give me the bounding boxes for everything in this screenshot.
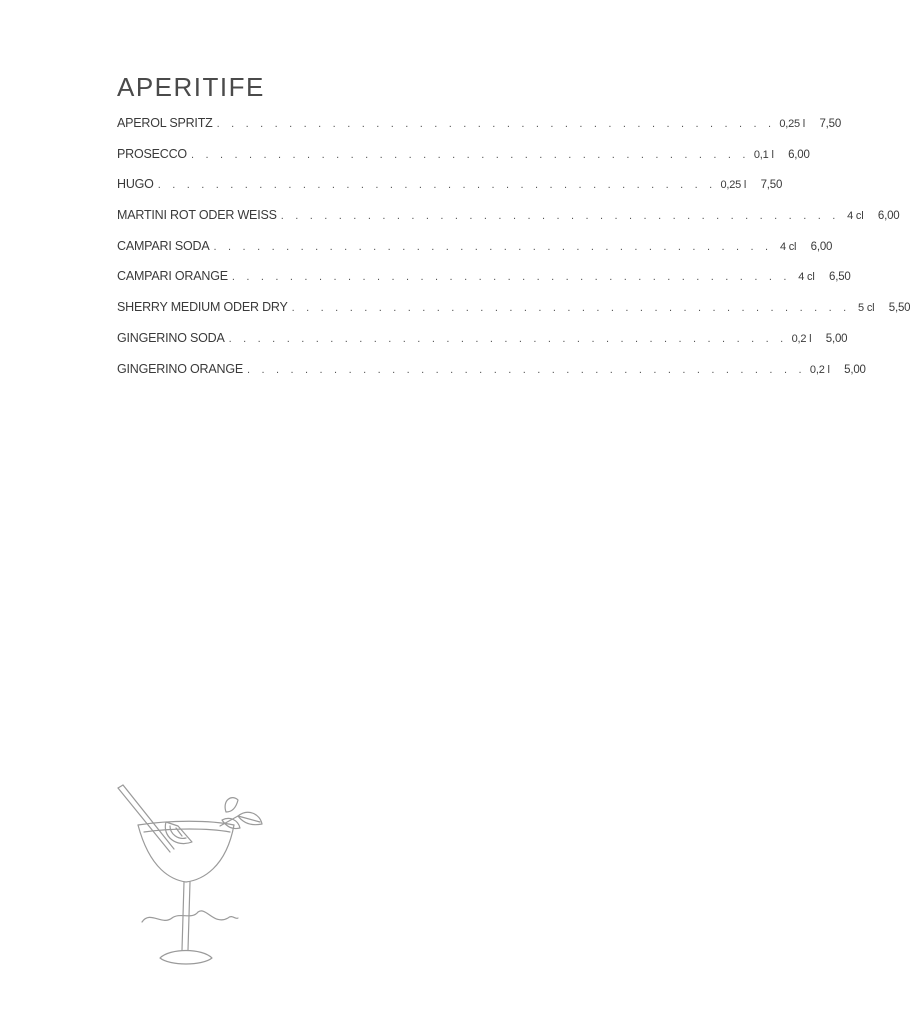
item-volume: 0,2 l <box>791 332 812 345</box>
cocktail-glass-icon <box>110 780 280 980</box>
lemon-slice <box>165 822 192 844</box>
glass-rim-inner <box>144 829 230 832</box>
item-name: APEROL SPRITZ <box>117 116 213 130</box>
straw-line <box>118 785 123 788</box>
item-name: CAMPARI SODA <box>117 238 210 253</box>
item-name: GINGERINO ORANGE <box>117 361 243 376</box>
item-volume: 0,2 l <box>809 363 830 376</box>
dot-leader: . . . . . . . . . . . . . . . . . . . . . . . . . . . . . . . . . . . . . . . <box>157 179 717 192</box>
menu-item <box>117 143 810 174</box>
mint-leaf <box>238 812 262 824</box>
menu-item <box>117 112 842 143</box>
item-price: 7,50 <box>819 118 842 130</box>
menu-item <box>117 173 783 204</box>
item-volume: 0,25 l <box>720 179 747 192</box>
decor-swirl <box>142 911 238 922</box>
item-price: 5,00 <box>844 363 866 376</box>
menu-item <box>117 358 866 389</box>
item-price: 7,50 <box>760 179 783 192</box>
menu-item <box>117 296 910 327</box>
item-price: 6,00 <box>810 240 833 253</box>
dot-leader: . . . . . . . . . . . . . . . . . . . . . . . . . . . . . . . . . . . . . . . <box>213 240 773 253</box>
item-volume: 5 cl <box>858 302 875 315</box>
dot-leader: . . . . . . . . . . . . . . . . . . . . . . . . . . . . . . . . . . . . . . . <box>231 271 791 284</box>
menu-item <box>117 235 833 266</box>
item-volume: 4 cl <box>779 240 797 253</box>
menu-item <box>117 327 848 358</box>
item-price: 6,00 <box>788 148 810 161</box>
glass-base <box>160 951 212 965</box>
item-price: 6,50 <box>829 271 851 284</box>
item-name: CAMPARI ORANGE <box>117 269 228 284</box>
dot-leader: . . . . . . . . . . . . . . . . . . . . . . . . . . . . . . . . . . . . . . . <box>228 332 788 345</box>
dot-leader: . . . . . . . . . . . . . . . . . . . . . . . . . . . . . . . . . . . . . . . <box>291 302 851 315</box>
menu-item <box>117 204 900 235</box>
menu-item <box>117 265 851 296</box>
item-volume: 4 cl <box>847 210 864 223</box>
item-price: 6,00 <box>877 210 900 223</box>
item-volume: 4 cl <box>798 271 815 284</box>
menu-list <box>117 112 910 388</box>
dot-leader: . . . . . . . . . . . . . . . . . . . . . . . . . . . . . . . . . . . . . . . <box>216 118 776 130</box>
item-name: MARTINI ROT ODER WEISS <box>117 208 277 223</box>
straw-line <box>123 785 174 849</box>
page-title: APERITIFE <box>117 72 265 102</box>
item-name: PROSECCO <box>117 146 187 161</box>
item-name: HUGO <box>117 177 154 192</box>
dot-leader: . . . . . . . . . . . . . . . . . . . . . . . . . . . . . . . . . . . . . . . <box>246 363 806 376</box>
item-volume: 0,25 l <box>779 118 806 130</box>
item-price: 5,00 <box>825 332 848 345</box>
item-volume: 0,1 l <box>753 148 774 161</box>
item-name: SHERRY MEDIUM ODER DRY <box>117 300 288 315</box>
item-price: 5,50 <box>888 302 910 315</box>
dot-leader: . . . . . . . . . . . . . . . . . . . . . . . . . . . . . . . . . . . . . . . <box>280 210 840 223</box>
glass-bowl <box>138 825 234 882</box>
dot-leader: . . . . . . . . . . . . . . . . . . . . . . . . . . . . . . . . . . . . . . . <box>190 148 750 161</box>
mint-leaf <box>225 798 238 812</box>
item-name: GINGERINO SODA <box>117 330 225 345</box>
